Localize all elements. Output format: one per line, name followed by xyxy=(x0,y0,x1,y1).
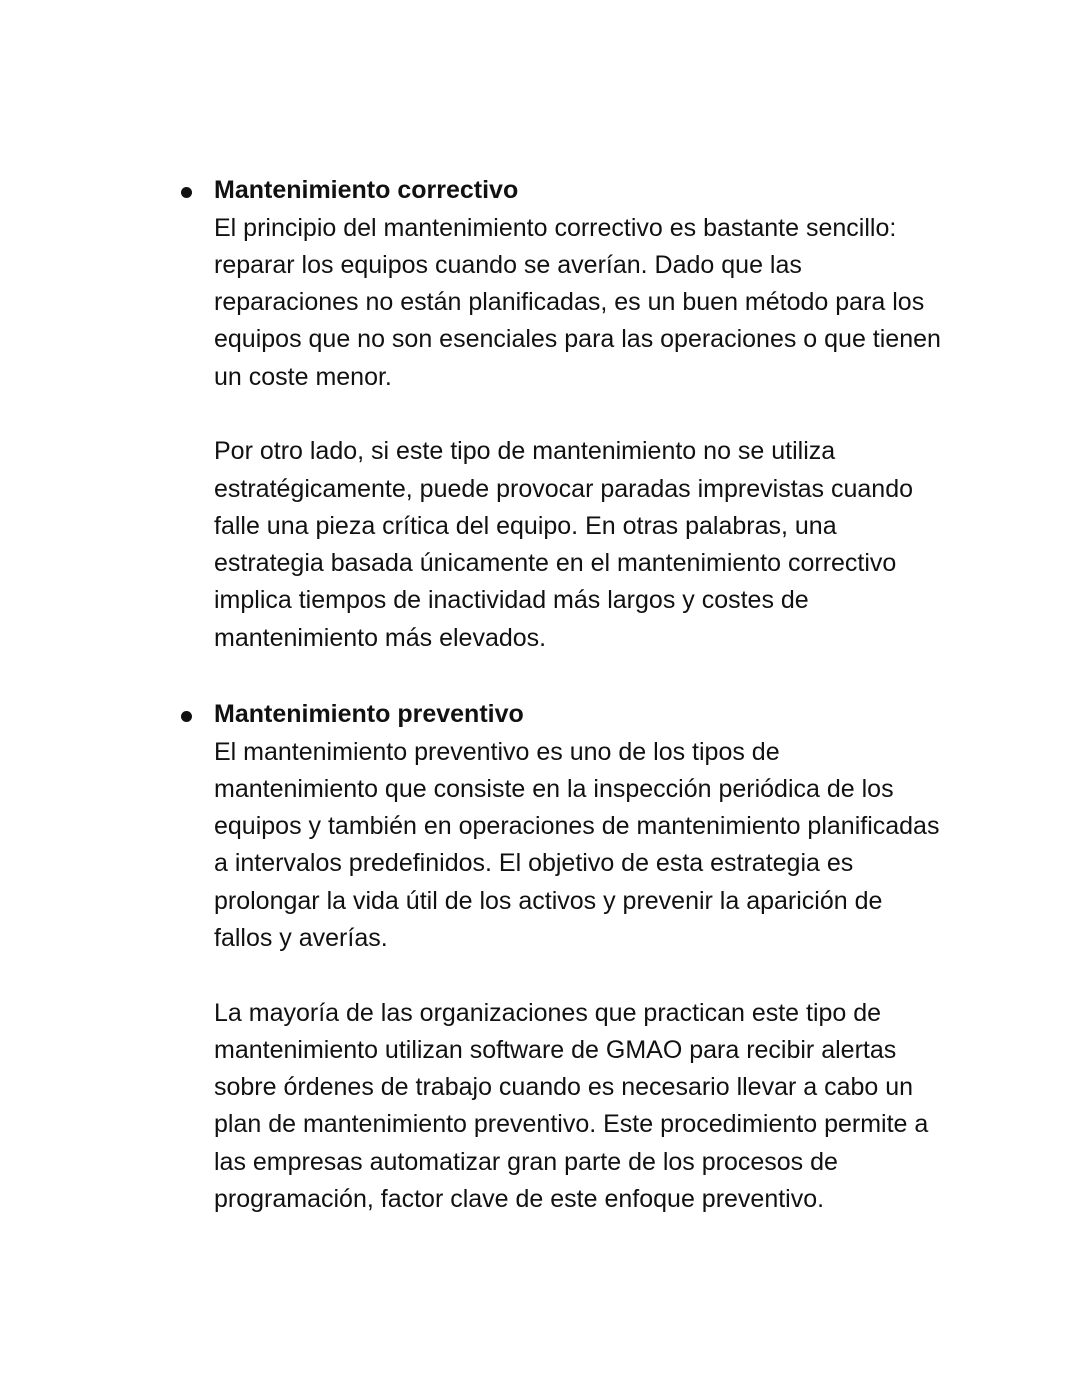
section-heading: Mantenimiento preventivo xyxy=(214,700,524,728)
paragraph: La mayoría de las organizaciones que practican este tipo de mantenimiento utilizan software de GMAO para recibir alertas sobre órdenes de trabajo cuando es necesario llevar a cabo un plan de mantenimiento preventivo. Este procedimiento permite a las empresas automatizar gran parte de los procesos de programación, factor clave de este enfoque preventivo. xyxy=(214,998,929,1214)
section-heading: Mantenimiento correctivo xyxy=(214,176,519,204)
bullet-icon xyxy=(181,187,192,198)
list-item-preventive xyxy=(214,696,944,1218)
paragraph: El mantenimiento preventivo es uno de los tipos de mantenimiento que consiste en la inspección periódica de los equipos y también en operaciones de mantenimiento planificadas a intervalos predefinidos. El objetivo de esta estrategia es prolongar la vida útil de los activos y prevenir la aparición de fallos y averías. xyxy=(214,737,940,952)
list-item-corrective xyxy=(214,172,944,657)
paragraph: El principio del mantenimiento correctivo es bastante sencillo: reparar los equipos cuando se averían. Dado que las reparaciones no están planificadas, es un buen método para los equipos que no son esenciales para las operaciones o que tienen un coste menor. xyxy=(214,213,941,391)
paragraph: Por otro lado, si este tipo de mantenimiento no se utiliza estratégicamente, puede provocar paradas imprevistas cuando falle una pieza crítica del equipo. En otras palabras, una estrategia basada únicamente en el mantenimiento correctivo implica tiempos de inactividad más largos y costes de mantenimiento más elevados. xyxy=(214,437,914,652)
bullet-icon xyxy=(181,711,192,722)
